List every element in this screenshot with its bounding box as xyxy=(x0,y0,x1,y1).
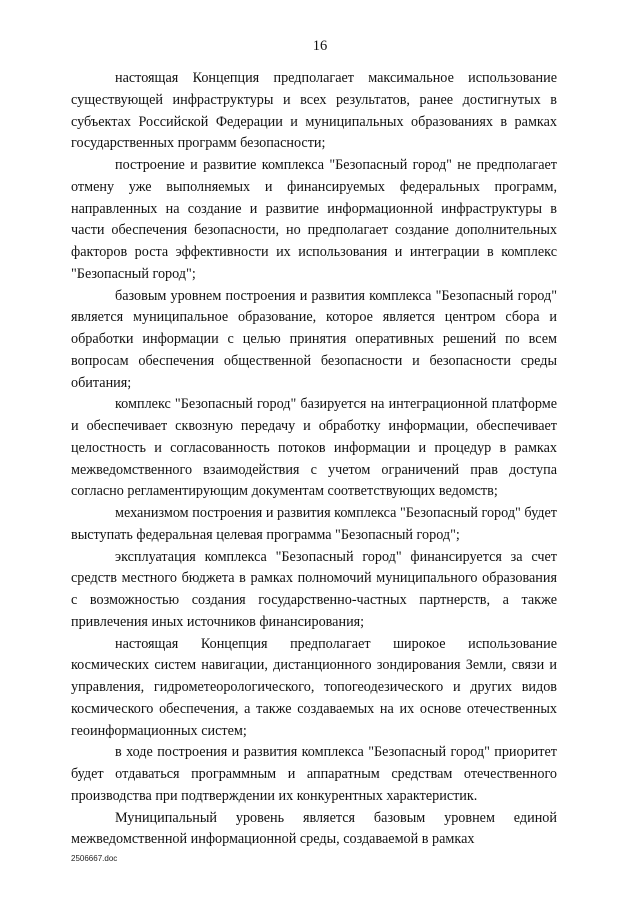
paragraph-infrastructure-usage: настоящая Концепция предполагает максимальное использование существующей инфраструктуры и всех результатов, ранее достигнутых в субъектах Российской Федерации и муниципальных образованиях в рамках государственных программ безопасности; xyxy=(71,70,557,152)
body-text xyxy=(71,68,557,851)
paragraph-municipal-base-level: базовым уровнем построения и развития комплекса "Безопасный город" является муниципальное образование, которое является центром сбора и обработки информации с целью принятия оперативных решений по всем вопросам обеспечения общественной безопасности и безопасности среды обитания; xyxy=(71,287,557,391)
paragraph-financing: эксплуатация комплекса "Безопасный город" финансируется за счет средств местного бюджета в рамках полномочий муниципального образования с возможностью создания государственно-частных партнерств, а также привлечения иных источников финансирования; xyxy=(71,548,557,630)
paragraph-domestic-priority: в ходе построения и развития комплекса "Безопасный город" приоритет будет отдаваться программным и аппаратным средствам отечественного производства при подтверждении их конкурентных характеристик. xyxy=(71,744,557,804)
page-number: 16 xyxy=(312,38,328,54)
footer-filename: 2506667.doc xyxy=(71,854,118,863)
paragraph-no-program-cancellation: построение и развитие комплекса "Безопасный город" не предполагает отмену уже выполняемых и финансируемых федеральных программ, направленных на создание и развитие информационной инфраструктуры в части обеспечения безопасности, но предполагает создание дополнительных факторов роста эффективности их использования и интеграции в комплекс "Безопасный город"; xyxy=(71,157,557,282)
paragraph-integration-platform: комплекс "Безопасный город" базируется на интеграционной платформе и обеспечивает сквозную передачу и обработку информации, обеспечивает целостность и согласованность потоков информации и процедур в рамках межведомственного взаимодействия с учетом ограничений прав доступа согласно регламентирующим документам соответствующих ведомств; xyxy=(71,396,557,500)
paragraph-space-systems: настоящая Концепция предполагает широкое использование космических систем навигации, дистанционного зондирования Земли, связи и управления, гидрометеорологического, топогеодезического и других видов космического обеспечения, а также создаваемых на их основе отечественных геоинформационных систем; xyxy=(71,635,557,739)
paragraph-municipal-level: Муниципальный уровень является базовым уровнем единой межведомственной информационной среды, создаваемой в рамках xyxy=(71,809,557,848)
paragraph-federal-target-program: механизмом построения и развития комплекса "Безопасный город" будет выступать федеральная целевая программа "Безопасный город"; xyxy=(71,505,557,543)
